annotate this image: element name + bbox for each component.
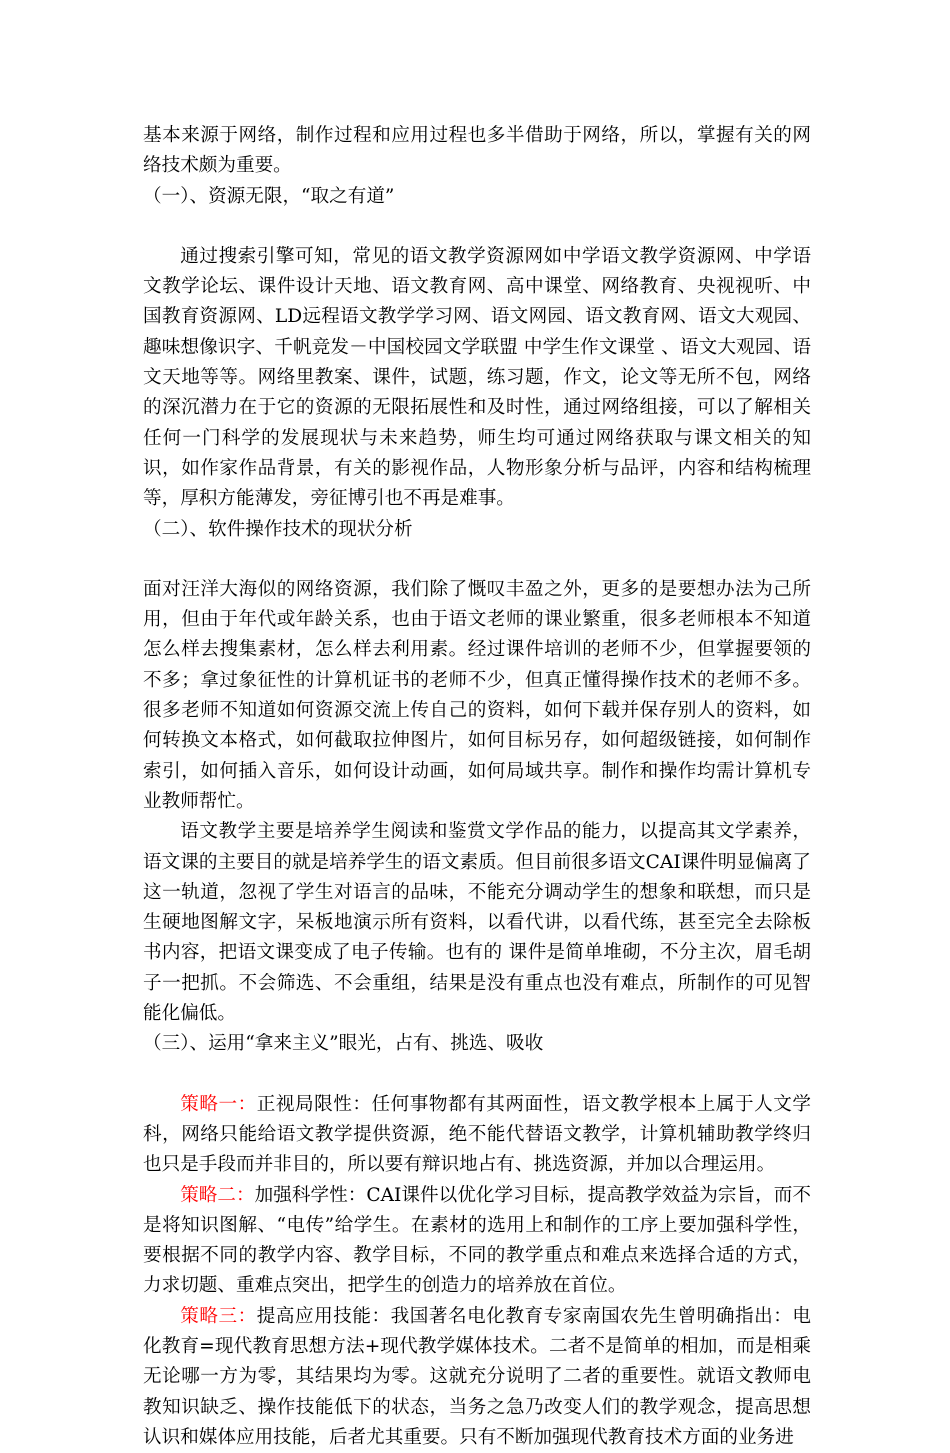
strategy-three-text: 提高应用技能：我国著名电化教育专家南国农先生曾明确指出：电化教育=现代教育思想方法+现代教学媒体技术。二者不是简单的相加，而是相乘无论哪一方为零，其结果均为零。这就充分说明了二者的重要性。就语文教师电教知识缺乏、操作技能低下的状态，当务之急乃改变人们的教学观念，提高思想认识和媒体应用技能，后者尤其重要。只有不断加强现代教育技术方面的业务进 <box>143 1305 811 1448</box>
paragraph-continuation: 基本来源于网络，制作过程和应用过程也多半借助于网络，所以，掌握有关的网络技术颇为重要。 <box>143 125 811 177</box>
section-heading-2: （二）、软件操作技术的现状分析 <box>143 518 413 540</box>
strategy-two-text: 加强科学性：CAI课件以优化学习目标，提高教学效益为宗旨，而不是将知识图解、“电传”给学生。在素材的选用上和制作的工序上要加强科学性，要根据不同的教学内容、教学目标，不同的教学重点和难点来选择合适的方式，力求切题、重难点突出，把学生的创造力的培养放在首位。 <box>143 1184 811 1297</box>
strategy-three <box>143 1302 811 1453</box>
strategy-three-label: 策略三： <box>180 1305 257 1327</box>
section-heading-3: （三）、运用“拿来主义”眼光，占有、挑选、吸收 <box>143 1033 544 1055</box>
strategy-one-text: 正视局限性：任何事物都有其两面性，语文教学根本上属于人文学科，网络只能给语文教学提供资源，绝不能代替语文教学，计算机辅助教学终归也只是手段而并非目的，所以要有辩识地占有、挑选资源，并加以合理运用。 <box>143 1093 811 1176</box>
section-heading-1: （一）、资源无限，“取之有道” <box>143 185 395 207</box>
strategy-one <box>143 1090 811 1181</box>
paragraph-software-status: 面对汪洋大海似的网络资源，我们除了慨叹丰盈之外，更多的是要想办法为己所用，但由于年代或年龄关系，也由于语文老师的课业繁重，很多老师根本不知道怎么样去搜集素材，怎么样去利用素。经过课件培训的老师不少，但掌握要领的不多；拿过象征性的计算机证书的老师不少，但真正懂得操作技术的老师不多。很多老师不知道如何资源交流上传自己的资料，如何下载并保存别人的资料，如何转换文本格式，如何截取拉伸图片，如何目标另存，如何超级链接，如何制作索引，如何插入音乐，如何设计动画，如何局域共享。制作和操作均需计算机专业教师帮忙。 <box>143 578 811 812</box>
document-body <box>143 121 811 1453</box>
strategy-two <box>143 1181 811 1302</box>
paragraph-resources: 通过搜索引擎可知，常见的语文教学资源网如中学语文教学资源网、中学语文教学论坛、课件设计天地、语文教育网、高中课堂、网络教育、央视视听、中国教育资源网、LD远程语文教学学习网、语文网园、语文教育网、语文大观园、趣味想像识字、千帆竞发－中国校园文学联盟 中学生作文课堂 、语文大观园、语文天地等等。网络里教案、课件，试题，练习题，作文，论文等无所不包，网络的深沉潜力在于它的资源的无限拓展性和及时性，通过网络组接，可以了解相关任何一门科学的发展现状与未来趋势，师生均可通过网络获取与课文相关的知识，如作家作品背景，有关的影视作品，人物形象分析与品评，内容和结构梳理等，厚积方能薄发，旁征博引也不再是难事。 <box>143 245 811 510</box>
paragraph-chinese-teaching: 语文教学主要是培养学生阅读和鉴赏文学作品的能力，以提高其文学素养，语文课的主要目的就是培养学生的语文素质。但目前很多语文CAI课件明显偏离了这一轨道，忽视了学生对语言的品味，不能充分调动学生的想象和联想，而只是生硬地图解文字，呆板地演示所有资料，以看代讲，以看代练，甚至完全去除板书内容，把语文课变成了电子传输。也有的 课件是简单堆砌，不分主次，眉毛胡子一把抓。不会筛选、不会重组，结果是没有重点也没有难点，所制作的可见智能化偏低。 <box>143 821 811 1025</box>
strategy-one-label: 策略一： <box>180 1093 257 1115</box>
blank-line <box>143 1060 811 1090</box>
blank-line <box>143 212 811 242</box>
blank-line <box>143 545 811 575</box>
strategy-two-label: 策略二： <box>180 1184 255 1206</box>
